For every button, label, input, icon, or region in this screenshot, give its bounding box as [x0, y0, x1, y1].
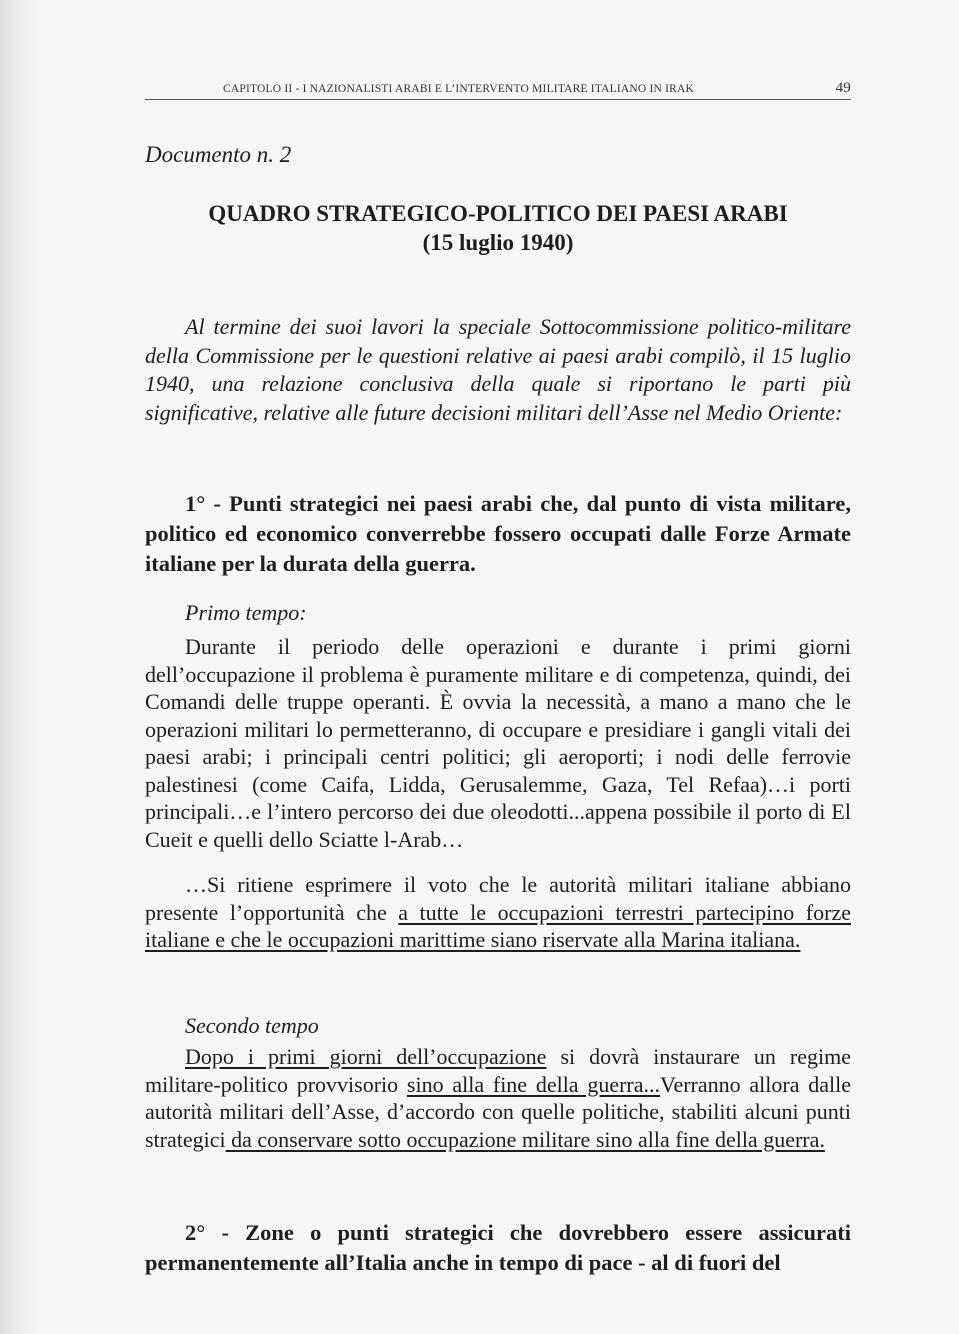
document-title: QUADRO STRATEGICO-POLITICO DEI PAESI ARABI: [208, 201, 788, 226]
running-header: [145, 80, 851, 100]
primo-tempo-label: Primo tempo:: [185, 600, 307, 625]
section-2-heading: 2° - Zone o punti strategici che dovrebbero essere assicurati permanentemente all’Italia anche in tempo di pace - al di fuori del: [145, 1220, 851, 1275]
primo-tempo-paragraph-2: [145, 871, 851, 954]
underlined-text: sino alla fine della guerra...: [406, 1071, 661, 1097]
secondo-tempo-label: Secondo tempo: [185, 1013, 319, 1038]
section-1-heading: 1° - Punti strategici nei paesi arabi che, dal punto di vista militare, politico ed economico converrebbe fossero occupati dalle Forze Armate italiane per la durata della guerra.: [145, 491, 851, 576]
page-number: 49: [835, 80, 851, 96]
paragraph-text: …Si ritiene esprimere il voto che le autorità militari italiane abbiano presente l’opportunità che: [145, 872, 851, 925]
running-header-title: CAPITOLO II - I NAZIONALISTI ARABI E L’INTERVENTO MILITARE ITALIANO IN IRAK: [223, 83, 695, 95]
document-date: (15 luglio 1940): [422, 230, 574, 255]
underlined-text: da conservare sotto occupazione militare sino alla fine della guerra.: [225, 1126, 825, 1152]
paragraph-text: Verranno allora dalle autorità militari dell’Asse, d’accordo con quelle politiche, stabiliti alcuni punti strategici: [145, 1071, 851, 1152]
document-label: Documento n. 2: [145, 142, 292, 167]
paragraph-text: si dovrà instaurare un regime militare-politico provvisorio: [145, 1044, 852, 1097]
underlined-text: Dopo i primi giorni dell’occupazione: [185, 1044, 547, 1069]
secondo-tempo-paragraph: [145, 1043, 851, 1153]
underlined-text: a tutte le occupazioni terrestri partecipino forze italiane e che le occupazioni marittime siano riservate alla Marina italiana.: [145, 899, 851, 952]
intro-paragraph: Al termine dei suoi lavori la speciale Sottocommissione politico-militare della Commissione per le questioni relative ai paesi arabi compilò, il 15 luglio 1940, una relazione conclusiva della quale si riportano le parti più significative, relative alle future decisioni militari dell’Asse nel Medio Oriente:: [145, 314, 851, 425]
primo-tempo-paragraph-1: Durante il periodo delle operazioni e durante i primi giorni dell’occupazione il problema è puramente militare e di competenza, quindi, dei Comandi delle truppe operanti. È ovvia la necessità, a mano a mano che le operazioni militari lo permetteranno, di occupare e presidiare i gangli vitali dei paesi arabi; i principali centri politici; gli aeroporti; i nodi delle ferrovie palestinesi (come Caifa, Lidda, Gerusalemme, Gaza, Tel Refaa)…i porti principali…e l’intero percorso dei due oleodotti...appena possibile il porto di El Cueit e quelli dello Sciatte l-Arab…: [145, 634, 851, 852]
